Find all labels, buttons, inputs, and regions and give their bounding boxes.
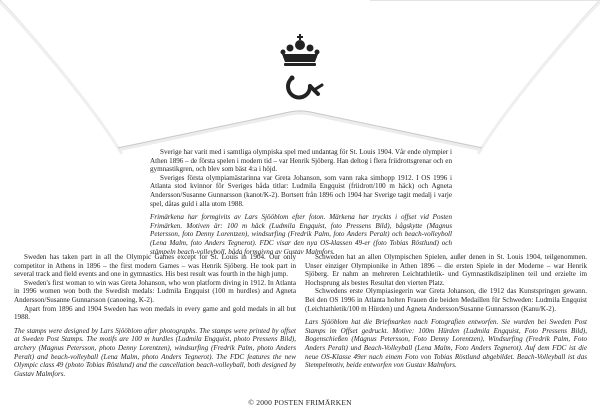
swedish-credits: Frimärkena har formgivits av Lars Sjööblom efter foton. Märkena har tryckts i offset vid Posten Frimärken. Motiven är: 100 m häck (Ludmila Engquist, foto Pressens Bild), bågskytte (Magnus Petersson, foto Denny Lorentzen), windsurfing (Fredrik Palm, foto Anders Peralt) och beach-volleyboll (Lena Malm, foto Anders Tegnerot). FDC visar den nya OS-klassen 49-er (foto Tobias Röstlund) och stämpeln beach-volleyboll, båda formgivna av Gustav Malmfors. [150, 213, 452, 256]
german-paragraph: Schweden hat an allen Olympischen Spielen, außer denen in St. Louis 1904, teilgenommen. Unser einziger Olympionike in Athen 1896 – die ersten Spiele in der Moderne – war Henrik Sjöberg. Er nahm an mehreren Leichtathletik- und Gymnastikdisziplinen teil und erzielte im Hochsprung als bestes Resultat den vierten Platz. [305, 253, 587, 287]
german-credits: Lars Sjööblom hat die Briefmarken nach Fotografien entworfen. Sie wurden bei Sweden Post Stamps im Offset gedruckt. Motive: 100m Hürden (Ludmila Engquist, Foto Pressens Bild), Bogenschießen (Magnus Petersson, Foto Denny Lorentzen), Windsurfing (Fredrik Palm, Foto Anders Peralt) und Beach-Volleyball (Lena Malm, Foto Anders Tegnerot). Auf dem FDC ist die neue OS-Klasse 49er nach einem Foto von Tobias Röstlund abgebildet. Beach-Volleyball ist das Stempelmotiv, beide entworfen von Gustav Malmfors. [305, 318, 587, 370]
english-credits: The stamps were designed by Lars Sjööblom after photographs. The stamps were printed by offset at Sweden Post Stamps. The motifs are 100 m hurdles (Ludmila Engquist, photo Pressens Bild), archery (Magnus Petersson, photo Denny Lorentzen), windsurfing (Fredrik Palm, photo Anders Peralt) and beach-volleyball (Lena Malm, photo Anders Tegnerot). The FDC features the new Olympic class 49 (photo Tobias Röstlund) and the cancellation beach-volleyball, both designed by Gustav Malmfors. [14, 326, 296, 378]
bottom-flap-fold [118, 111, 482, 148]
copyright-footer: © 2000 POSTEN FRIMÄRKEN [248, 398, 352, 407]
swedish-text [150, 148, 452, 256]
english-paragraph: Sweden has taken part in all the Olympic Games except for St. Louis in 1904. Our only competitor in Athens in 1896 – the first modern Games – was Henrik Sjöberg. He took part in several track and field events and one in gymnastics. His best result was fourth in the high jump. [14, 253, 296, 279]
german-text [305, 253, 587, 370]
swedish-paragraph: Sverige har varit med i samtliga olympiska spel med undantag för St. Louis 1904. Vår ende olympier i Athen 1896 – de första spelen i modern tid – var Henrik Sjöberg. Han deltog i flera friidrottsgrenar och en gymnastikgren, och blev som bäst 4:a i höjd. [150, 148, 452, 174]
english-text [14, 253, 296, 378]
german-paragraph: Schwedens erste Olympiasiegerin war Greta Johanson, die 1912 das Kunstspringen gewann. Bei den OS 1996 in Atlanta holten Frauen die beiden Medaillen für Schweden: Ludmila Engquist (Leichtathletik/100 m Hürden) und Agneta Andersson/Susanne Gunnarsson (Kanu/K-2). [305, 287, 587, 313]
english-paragraph: Sweden's first woman to win was Greta Johanson, who won platform diving in 1912. In Atlanta in 1996 women won both the Swedish medals: Ludmila Engquist (100 m hurdles) and Agneta Andersson/Susanne Gunnarsson (canoeing, K-2). [14, 278, 296, 304]
swedish-paragraph: Sveriges första olympiamästarinna var Greta Johanson, som vann raka simhopp 1912. I OS 1996 i Atlanta stod kvinnor för Sveriges båda titlar: Ludmila Engquist (friidrott/100 m häck) och Agneta Andersson/Susanne Gunnarsson (kanot/K-2). Bortsett från 1896 och 1904 har Sverige tagit medalj i varje spel, dåtas guld i alla utom 1988. [150, 173, 452, 208]
english-paragraph: Apart from 1896 and 1904 Sweden has won medals in every game and gold medals in all but 1988. [14, 304, 296, 322]
posten-crown-horn-icon [270, 34, 330, 106]
